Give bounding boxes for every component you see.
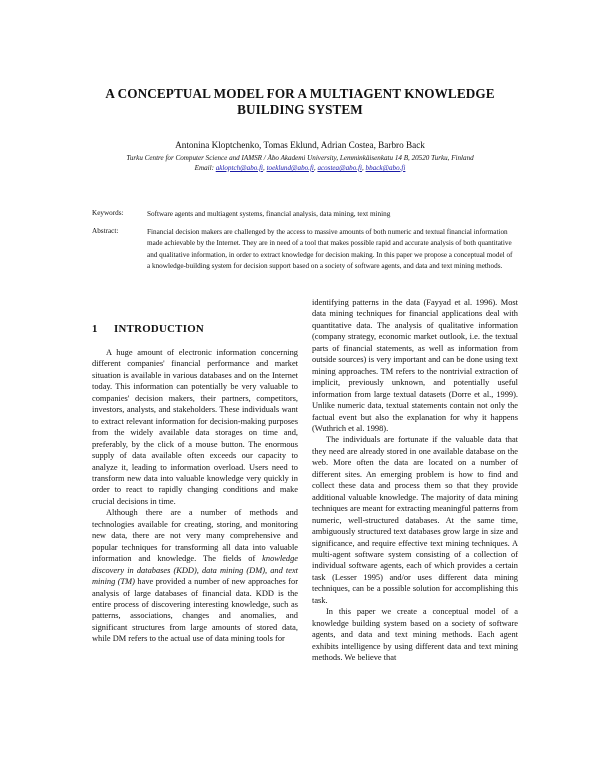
abstract-text: Financial decision makers are challenged by the access to massive amounts of both numeric and textual financial information made achievable by the Internet. They are in need of a tool that makes possible rapid and accurate analysis of both quantitative and qualitative information, in order to extract knowledge for decision making. In this paper we propose a conceptual model of a knowledge-building system for decision support based on a society of software agents, and data and text mining methods.	[147, 228, 513, 271]
paragraph-text: have provided a number of new approaches for analysis of large databases of financial data. KDD is the entire process of discovering interesting knowledge, such as patterns, associations, changes and anomalies, and significant structures from large amounts of stored data, while DM refers to the actual use of data mining tools for	[92, 577, 298, 644]
email-link[interactable]: acostea@abo.fi	[317, 164, 362, 172]
title-line-2: BUILDING SYSTEM	[237, 102, 363, 117]
keywords-text: Software agents and multiagent systems, financial analysis, data mining, text mining	[147, 210, 391, 218]
keywords-label: Keywords:	[92, 209, 124, 217]
title-line-1: A CONCEPTUAL MODEL FOR A MULTIAGENT KNOWLEDGE	[105, 86, 495, 101]
affiliation-block	[50, 153, 550, 173]
left-column	[92, 347, 298, 645]
abstract-label: Abstract:	[92, 227, 119, 235]
author-list: Antonina Kloptchenko, Tomas Eklund, Adrian Costea, Barbro Back	[175, 140, 425, 150]
right-column	[312, 297, 518, 664]
paragraph: The individuals are fortunate if the valuable data that they need are already stored in one available database on the web. More often the data are located on a number of different sites. An emerging problem is how to find and collect these data and process them so that they provide additional valuable knowledge. The majority of data mining techniques are meant for extracting meaningful patterns from numeric, well-structured databases. At the same time, ambiguously structured text databases grow large in size and significance, and require effective text mining techniques. A multi-agent software system consisting of a collection of individual software agents, each of which provides a certain task (Lesser 1995) and/or uses different data mining techniques, can be a possible solution for accomplishing this task.	[312, 435, 518, 605]
email-link[interactable]: bback@abo.fi	[365, 164, 406, 172]
section-heading	[92, 323, 204, 335]
email-line: Email: akloptch@abo.fi, toeklund@abo.fi, acostea@abo.fi, bback@abo.fi	[194, 164, 406, 172]
paragraph	[92, 507, 298, 644]
section-number: 1	[92, 323, 98, 335]
email-link[interactable]: akloptch@abo.fi	[215, 164, 264, 172]
affiliation: Turku Centre for Computer Science and IAMSR / Åbo Akademi University, Lemminkäisenkatu 14 B, 20520 Turku, Finland	[126, 154, 474, 162]
emphasized-terms: knowledge discovery in databases (KDD), data mining (DM), and text mining (TM)	[92, 554, 298, 587]
paper-title	[60, 86, 540, 118]
paragraph: A huge amount of electronic information concerning different companies' financial performance and market situation is available in various databases and on the Internet today. This information can potentially be very valuable to companies' decision makers, their partners, competitors, investors, analysts, and stakeholders. These individuals want to extract relevant information for decision-making purposes from the widely available data storages on time and, preferably, by the click of a mouse button. The enormous supply of data available often exceeds our capacity to analyze it, leading to information overload. Users need to transform new data into valuable knowledge very quickly in order to react to rapidly changing conditions and make crucial decisions in time.	[92, 348, 298, 506]
email-link[interactable]: toeklund@abo.fi	[266, 164, 314, 172]
paragraph: identifying patterns in the data (Fayyad et al. 1996). Most data mining techniques for financial applications deal with quantitative data. The analysis of qualitative information (company strategy, economic market outlook, i.e. the textual parts of financial statements, as well as information from outside sources) is very important and can be done using text mining approaches. TM refers to the nontrivial extraction of implicit, previously unknown, and potentially useful information from large textual datasets (Dorre et al., 1999). Unlike numeric data, textual statements contain not only the factual event but also the explanation for why it happens (Wuthrich et al. 1998).	[312, 298, 518, 433]
section-title: INTRODUCTION	[114, 323, 204, 335]
email-label: Email:	[194, 164, 214, 172]
paragraph-text: Although there are a number of methods and technologies available for creating, storing, and monitoring new data, there are not very many comprehensive and popular techniques for transforming all data into valuable information and knowledge. The fields of	[92, 508, 298, 564]
paragraph: In this paper we create a conceptual model of a knowledge building system based on a society of software agents, and data and text mining methods. Each agent exhibits intelligence by using different data and text mining methods. We believe that	[312, 607, 518, 663]
